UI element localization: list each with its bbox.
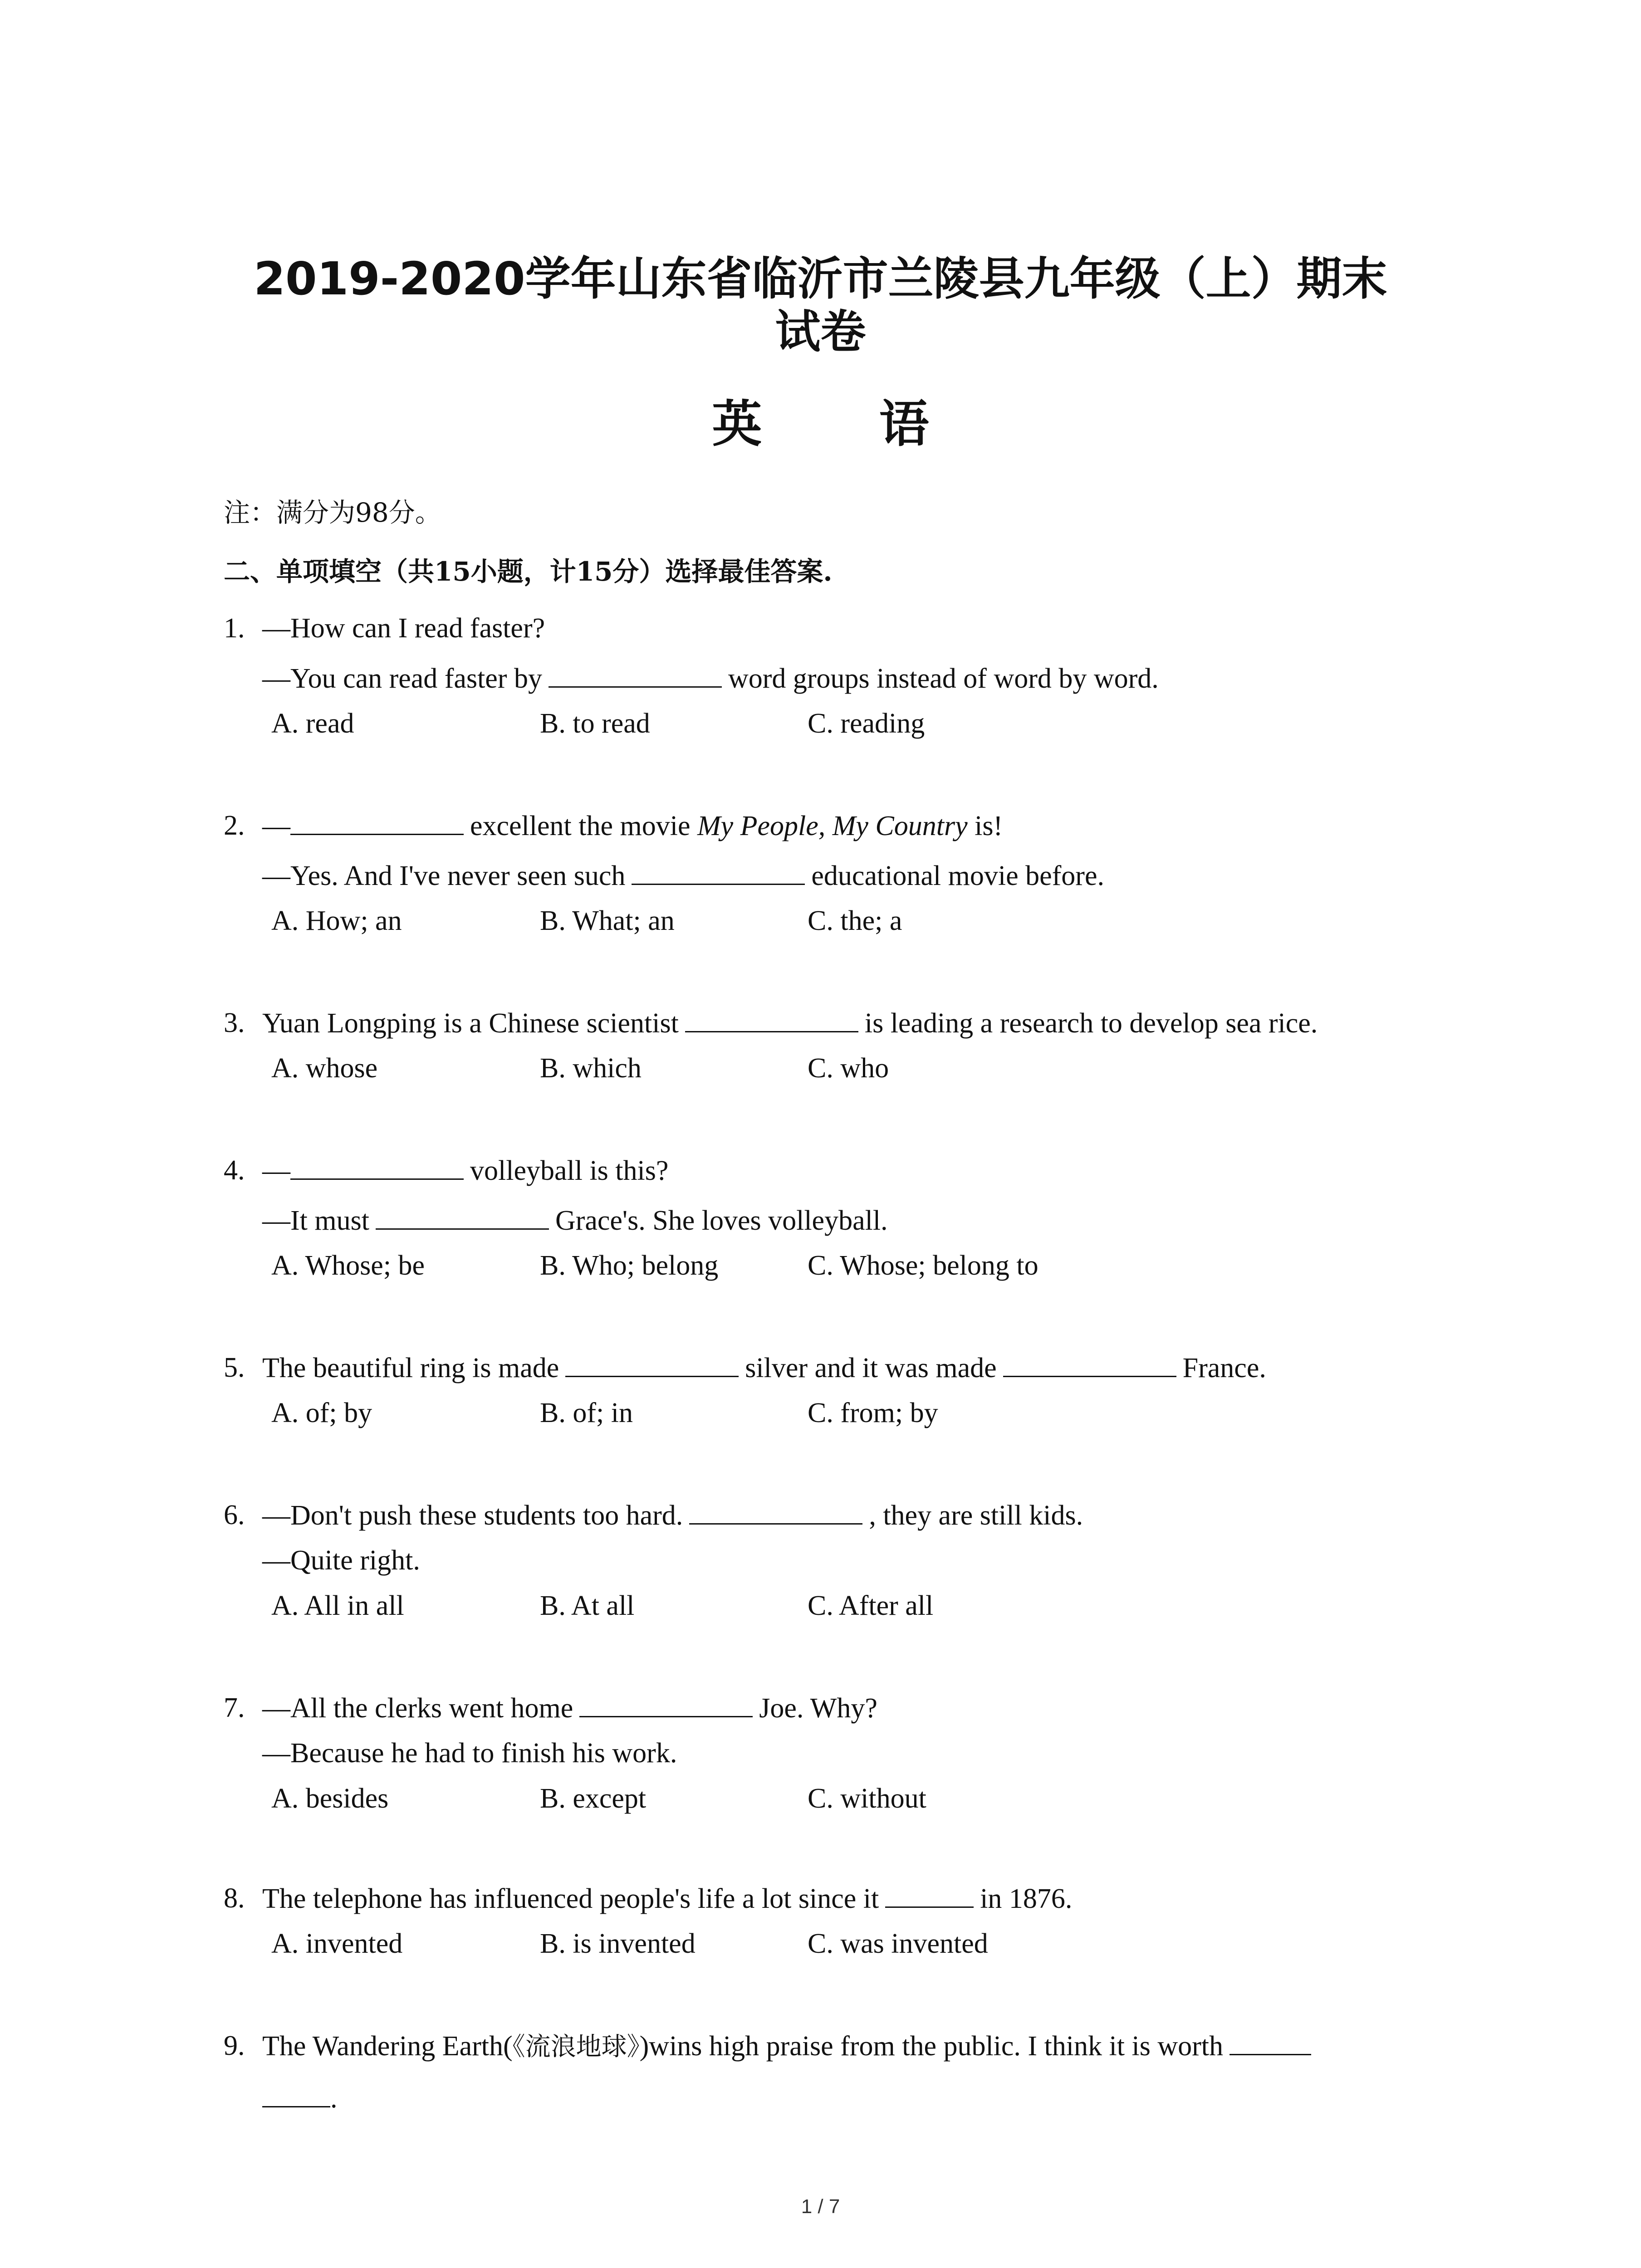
option-c: C. without xyxy=(808,1783,926,1814)
question-stem xyxy=(262,2028,1318,2065)
question-text: —Yes. And I've never seen such xyxy=(262,860,626,891)
question-text: —Quite right. xyxy=(262,1545,420,1576)
question-stem-line2 xyxy=(262,1542,420,1579)
option-a: A. All in all xyxy=(271,1590,404,1621)
question-text: is leading a research to develop sea rice. xyxy=(864,1008,1318,1039)
question-text: educational movie before. xyxy=(811,860,1104,891)
option-b: B. of; in xyxy=(540,1398,633,1428)
answer-blank xyxy=(632,857,805,885)
question-text: volleyball is this? xyxy=(470,1155,669,1186)
option-b: B. Who; belong xyxy=(540,1250,719,1281)
option-b: B. What; an xyxy=(540,905,675,936)
question-stem xyxy=(262,807,1003,844)
score-note: 注：满分为98分。 xyxy=(224,497,441,528)
option-c: C. was invented xyxy=(808,1928,988,1959)
answer-blank xyxy=(262,2080,330,2107)
question-text: France. xyxy=(1182,1353,1266,1383)
question-text: silver and it was made xyxy=(745,1353,997,1383)
question-text: )wins high praise from the public. I think it is worth xyxy=(639,2031,1223,2062)
question-number: 7. xyxy=(224,1692,245,1723)
option-a: A. How; an xyxy=(271,905,402,936)
subject-heading: 英 语 xyxy=(712,395,979,453)
section-heading: 二、单项填空（共15小题，计15分）选择最佳答案. xyxy=(224,556,833,587)
question-text: —How can I read faster? xyxy=(262,613,545,644)
question-number: 3. xyxy=(224,1007,245,1038)
question-stem-line2 xyxy=(262,857,1104,894)
question-stem xyxy=(262,1497,1083,1534)
question-stem xyxy=(262,610,545,646)
question-number: 9. xyxy=(224,2030,245,2061)
answer-blank xyxy=(885,1880,974,1908)
question-text: —Because he had to finish his work. xyxy=(262,1738,677,1769)
question-number: 6. xyxy=(224,1500,245,1530)
question-stem-line2 xyxy=(262,1202,888,1239)
option-c: C. the; a xyxy=(808,905,902,936)
question-stem-line2 xyxy=(262,2080,338,2116)
option-b: B. except xyxy=(540,1783,647,1814)
question-text: —It must xyxy=(262,1205,369,1236)
option-c: C. After all xyxy=(808,1590,934,1621)
option-c: C. from; by xyxy=(808,1398,938,1428)
question-stem-line2 xyxy=(262,660,1159,697)
answer-blank xyxy=(376,1202,549,1230)
option-a: A. read xyxy=(271,708,354,739)
question-text: — xyxy=(262,1155,290,1186)
question-number: 8. xyxy=(224,1883,245,1914)
question-number: 2. xyxy=(224,810,245,841)
option-c: C. Whose; belong to xyxy=(808,1250,1038,1281)
question-text: — xyxy=(262,811,290,841)
question-text: is! xyxy=(975,811,1003,841)
question-text: Yuan Longping is a Chinese scientist xyxy=(262,1008,679,1039)
answer-blank xyxy=(290,1152,464,1180)
option-b: B. is invented xyxy=(540,1928,696,1959)
answer-blank xyxy=(689,1497,862,1525)
question-text: , they are still kids. xyxy=(869,1500,1083,1531)
answer-blank xyxy=(1230,2028,1311,2055)
question-text: —Don't push these students too hard. xyxy=(262,1500,683,1531)
answer-blank xyxy=(565,1349,739,1377)
question-text: The telephone has influenced people's life a lot since it xyxy=(262,1883,879,1914)
answer-blank xyxy=(549,660,722,688)
option-a: A. Whose; be xyxy=(271,1250,425,1281)
question-text: —All the clerks went home xyxy=(262,1693,573,1724)
question-stem xyxy=(262,1152,668,1189)
answer-blank xyxy=(685,1005,858,1032)
question-text: The beautiful ring is made xyxy=(262,1353,559,1383)
question-text: in 1876. xyxy=(980,1883,1073,1914)
question-stem-line2 xyxy=(262,1735,677,1771)
option-b: B. which xyxy=(540,1053,642,1084)
question-number: 5. xyxy=(224,1352,245,1383)
question-stem xyxy=(262,1880,1072,1917)
answer-blank xyxy=(1003,1349,1176,1377)
question-text: The Wandering Earth( xyxy=(262,2031,513,2062)
chinese-title: 《流浪地球》 xyxy=(512,2032,640,2062)
option-a: A. invented xyxy=(271,1928,403,1959)
option-c: C. reading xyxy=(808,708,925,739)
question-text: excellent the movie xyxy=(470,811,691,841)
option-c: C. who xyxy=(808,1053,889,1084)
question-text: . xyxy=(330,2083,338,2114)
question-stem xyxy=(262,1349,1266,1386)
question-number: 4. xyxy=(224,1155,245,1186)
question-stem xyxy=(262,1690,877,1726)
answer-blank xyxy=(290,807,464,835)
page-number: 1 / 7 xyxy=(801,2195,840,2218)
question-stem xyxy=(262,1005,1318,1041)
question-text: word groups instead of word by word. xyxy=(728,663,1159,694)
option-a: A. of; by xyxy=(271,1398,372,1428)
question-text: Joe. Why? xyxy=(759,1693,877,1724)
option-a: A. whose xyxy=(271,1053,378,1084)
option-b: B. to read xyxy=(540,708,650,739)
answer-blank xyxy=(579,1690,753,1717)
movie-title: My People, My Country xyxy=(697,811,968,841)
option-a: A. besides xyxy=(271,1783,389,1814)
exam-title-line2: 试卷 xyxy=(775,305,866,358)
exam-title-line1: 2019-2020学年山东省临沂市兰陵县九年级（上）期末 xyxy=(254,252,1387,305)
question-number: 1. xyxy=(224,613,245,644)
question-text: Grace's. She loves volleyball. xyxy=(555,1205,888,1236)
option-b: B. At all xyxy=(540,1590,635,1621)
question-text: —You can read faster by xyxy=(262,663,542,694)
